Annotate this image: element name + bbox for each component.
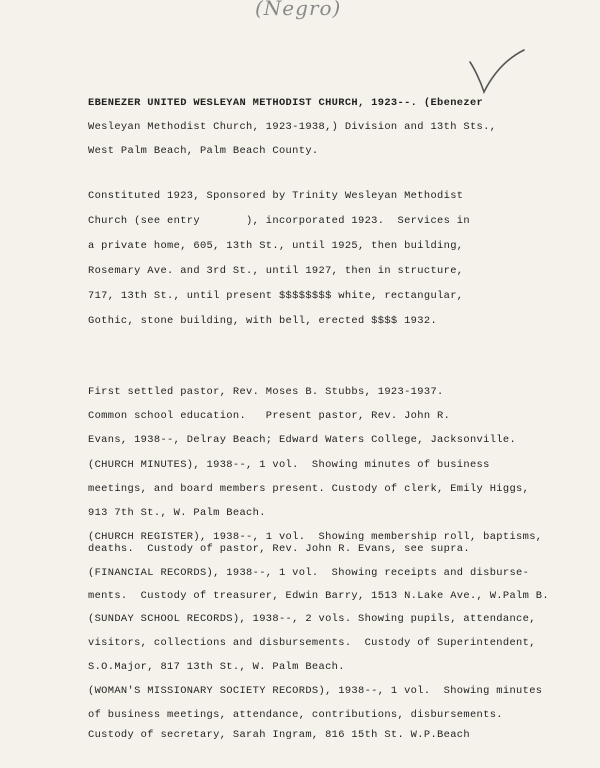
records-line-1: (CHURCH MINUTES), 1938--, 1 vol. Showing minutes of business [88, 459, 490, 471]
records-line-4: (CHURCH REGISTER), 1938--, 1 vol. Showing membership roll, baptisms, [88, 531, 543, 543]
entry-heading-line-1: EBENEZER UNITED WESLEYAN METHODIST CHURCH, 1923--. (Ebenezer [88, 97, 484, 109]
entry-heading-line-3: West Palm Beach, Palm Beach County. [88, 145, 319, 157]
records-line-12: of business meetings, attendance, contributions, disbursements. [88, 709, 503, 721]
records-line-9: visitors, collections and disbursements. Custody of Superintendent, [88, 637, 536, 649]
records-line-10: S.O.Major, 817 13th St., W. Palm Beach. [88, 661, 345, 673]
check-mark-icon [468, 48, 528, 98]
entry-heading-line-2: Wesleyan Methodist Church, 1923-1938,) Division and 13th Sts., [88, 121, 497, 133]
pastors-line-2: Common school education. Present pastor, Rev. John R. [88, 410, 451, 422]
records-line-5: deaths. Custody of pastor, Rev. John R. Evans, see supra. [88, 543, 470, 555]
records-line-3: 913 7th St., W. Palm Beach. [88, 507, 266, 519]
history-line-5: 717, 13th St., until present $$$$$$$$ white, rectangular, [88, 290, 464, 302]
history-line-2: Church (see entry ), incorporated 1923. Services in [88, 215, 470, 227]
history-line-1: Constituted 1923, Sponsored by Trinity Wesleyan Methodist [88, 190, 464, 202]
records-line-6: (FINANCIAL RECORDS), 1938--, 1 vol. Showing receipts and disburse- [88, 567, 530, 579]
records-line-13: Custody of secretary, Sarah Ingram, 816 15th St. W.P.Beach [88, 729, 470, 741]
history-line-3: a private home, 605, 13th St., until 1925, then building, [88, 240, 464, 252]
records-line-11: (WOMAN'S MISSIONARY SOCIETY RECORDS), 1938--, 1 vol. Showing minutes [88, 685, 543, 697]
records-line-2: meetings, and board members present. Custody of clerk, Emily Higgs, [88, 483, 530, 495]
pastors-line-3: Evans, 1938--, Delray Beach; Edward Waters College, Jacksonville. [88, 434, 517, 446]
records-line-7: ments. Custody of treasurer, Edwin Barry, 1513 N.Lake Ave., W.Palm B. [88, 590, 549, 602]
history-line-6: Gothic, stone building, with bell, erected $$$$ 1932. [88, 315, 438, 327]
history-line-4: Rosemary Ave. and 3rd St., until 1927, then in structure, [88, 265, 464, 277]
records-line-8: (SUNDAY SCHOOL RECORDS), 1938--, 2 vols. Showing pupils, attendance, [88, 613, 536, 625]
handwritten-annotation: (Negro) [255, 0, 342, 20]
pastors-line-1: First settled pastor, Rev. Moses B. Stubbs, 1923-1937. [88, 386, 444, 398]
